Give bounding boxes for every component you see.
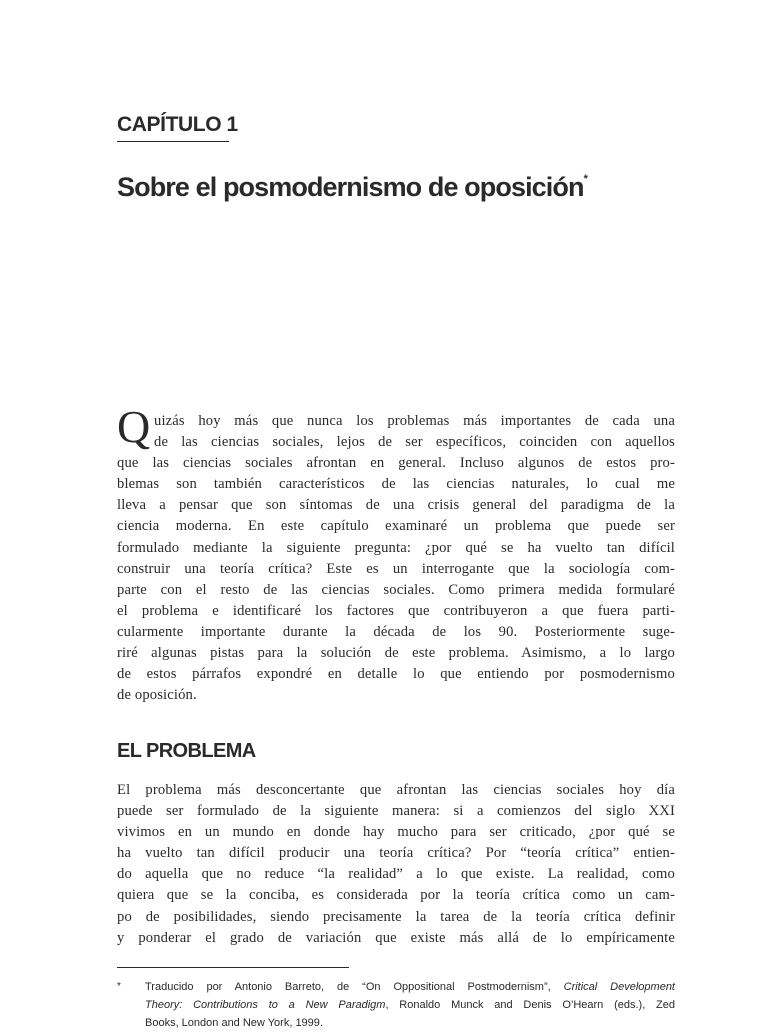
paragraph-line: blemas son también característicos de las ciencias naturales, lo cual me: [117, 476, 675, 493]
footnote-line: [145, 978, 675, 996]
paragraph-line: y ponderar el grado de variación que existe más allá de lo empíricamente: [117, 929, 675, 946]
footnote-marker: *: [117, 981, 121, 992]
paragraph-line: El problema más desconcertante que afrontan las ciencias sociales hoy día: [117, 782, 675, 798]
section-heading: EL PROBLEMA: [117, 740, 256, 762]
intro-paragraph: [117, 411, 675, 706]
paragraph-line: quiera que se la conciba, es considerada por la teoría crítica como un cam-: [117, 887, 675, 904]
chapter-title: [117, 162, 588, 204]
paragraph-line: lleva a pensar que son síntomas de una crisis general del paradigma de la: [117, 497, 675, 514]
chapter-title-text: Sobre el posmodernismo de oposición: [117, 172, 584, 202]
chapter-rule: [117, 141, 229, 142]
paragraph-line: riré algunas pistas para la solución de este problema. Asimismo, a lo largo: [117, 645, 675, 662]
paragraph-line: formulado mediante la siguiente pregunta: ¿por qué se ha vuelto tan difícil: [117, 539, 675, 556]
paragraph-line: que las ciencias sociales afrontan en general. Incluso algunos de estos pro-: [117, 455, 675, 472]
footnote-rule: [117, 967, 349, 968]
paragraph-line: ciencia moderna. En este capítulo examinaré un problema que puede ser: [117, 518, 675, 535]
paragraph-line: parte con el resto de las ciencias sociales. Como primera medida formularé: [117, 581, 675, 598]
paragraph-line: construir una teoría crítica? Este es un interrogante que la sociología com-: [117, 560, 675, 577]
paragraph-line: el problema e identificaré los factores que contribuyeron a que fuera parti-: [117, 602, 675, 619]
title-footnote-marker: *: [583, 173, 588, 185]
footnote-line: [145, 996, 675, 1014]
section-paragraph: [117, 780, 675, 949]
paragraph-line: po de posibilidades, siendo precisamente la tarea de la teoría crítica definir: [117, 908, 675, 925]
footnote-text: Traducido por Antonio Barreto, de “On Oppositional Postmodernism”,: [145, 981, 564, 993]
footnote-text: , Ronaldo Munck and Denis O’Hearn (eds.), Zed: [385, 999, 676, 1011]
footnote-italic: Critical Development: [563, 981, 675, 993]
paragraph-line: de las ciencias sociales, lejos de ser específicos, coinciden con aquellos: [154, 434, 675, 451]
paragraph-line: de estos párrafos expondré en detalle lo que entiendo por posmodernismo: [117, 666, 675, 683]
paragraph-line: de oposición.: [117, 687, 197, 704]
paragraph-line: cularmente importante durante la década de los 90. Posteriormente suge-: [117, 623, 675, 640]
chapter-label: CAPÍTULO 1: [117, 113, 238, 136]
paragraph-line: vivimos en un mundo en donde hay mucho para ser criticado, ¿por qué se: [117, 824, 675, 841]
paragraph-line: uizás hoy más que nunca los problemas más importantes de cada una: [154, 413, 675, 429]
footnote-line: Books, London and New York, 1999.: [145, 1017, 323, 1029]
paragraph-line: puede ser formulado de la siguiente manera: si a comienzos del siglo XXI: [117, 803, 675, 820]
paragraph-line: ha vuelto tan difícil producir una teoría crítica? Por “teoría crítica” entien-: [117, 845, 675, 862]
footnote-italic: Theory: Contributions to a New Paradigm: [145, 999, 386, 1011]
drop-cap: Q: [117, 401, 151, 452]
paragraph-line: do aquella que no reduce “la realidad” a lo que existe. La realidad, como: [117, 866, 675, 883]
